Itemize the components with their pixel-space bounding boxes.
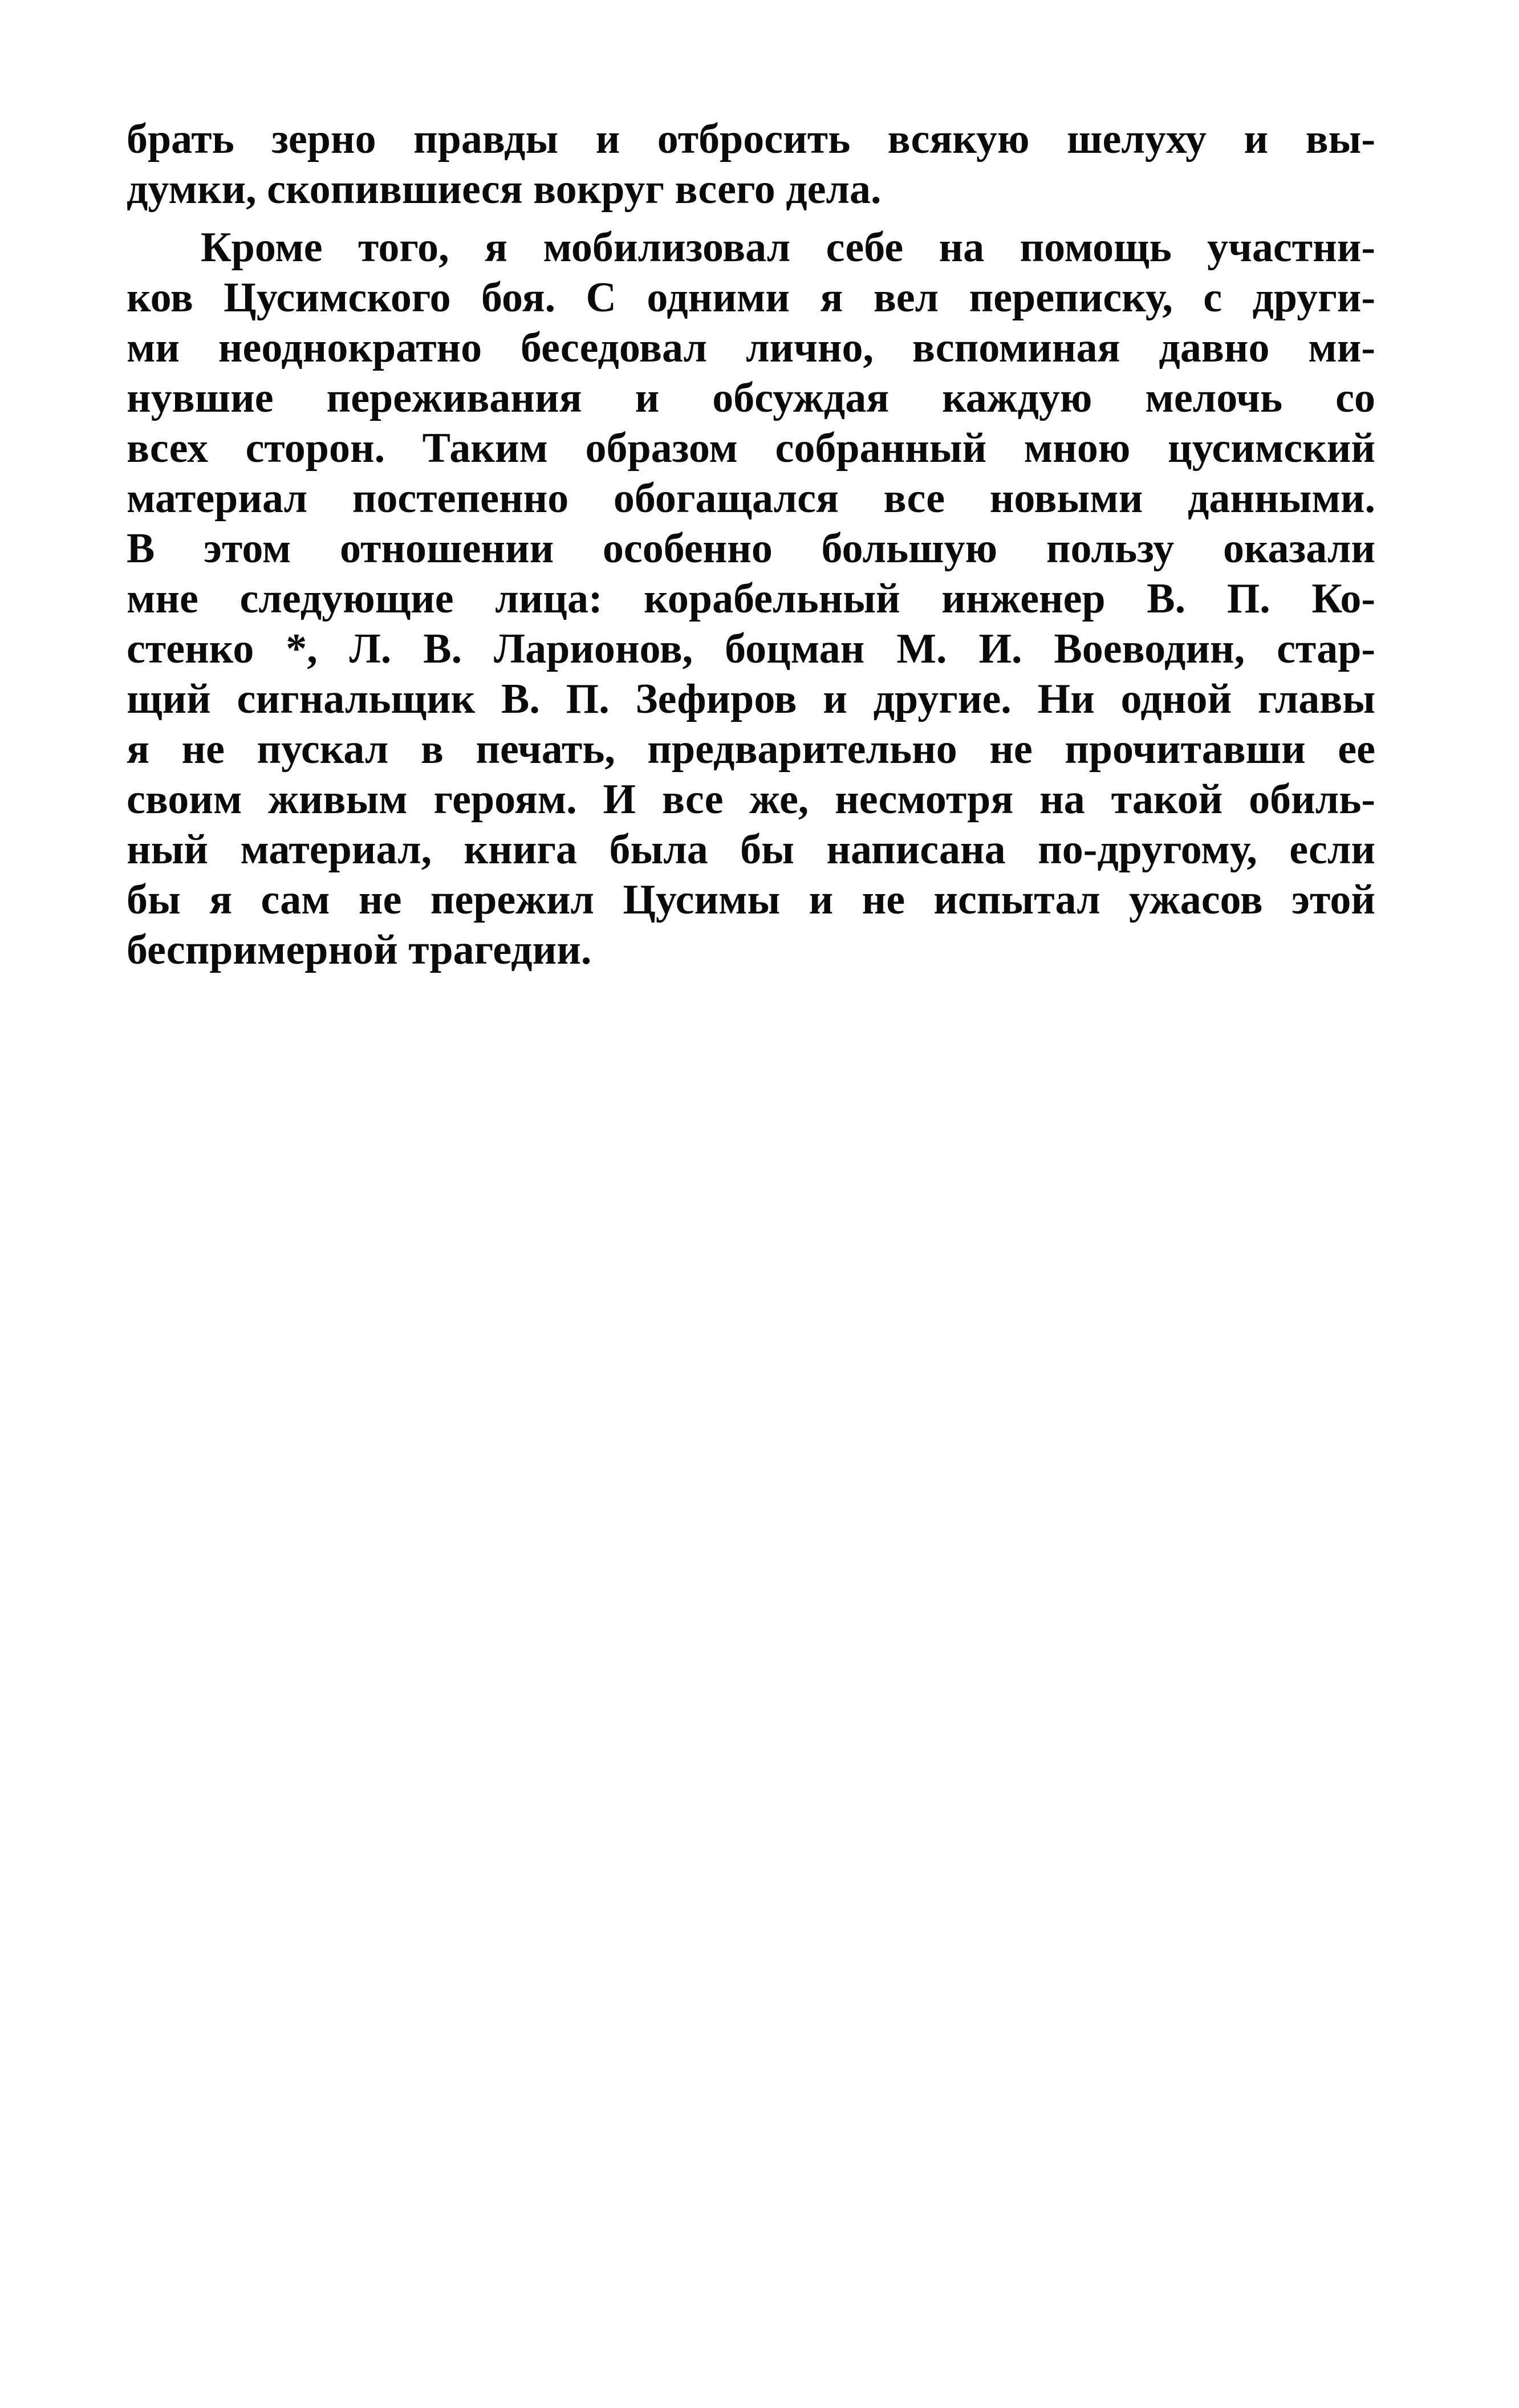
text-line: брать зерно правды и отбросить всякую шелуху и вы-	[127, 116, 1375, 163]
text-line: Кроме того, я мобилизовал себе на помощь участни-	[201, 224, 1375, 271]
text-line: стенко *, Л. В. Ларионов, боцман М. И. Воеводин, стар-	[127, 626, 1375, 672]
text-line: В этом отношении особенно большую пользу оказали	[127, 525, 1375, 572]
text-line: всех сторон. Таким образом собранный мною цусимский	[127, 425, 1375, 472]
text-line: щий сигнальщик В. П. Зефиров и другие. Ни одной главы	[127, 676, 1375, 722]
text-line: бы я сам не пережил Цусимы и не испытал ужасов этой	[127, 876, 1375, 923]
text-line: материал постепенно обогащался все новыми данными.	[127, 475, 1375, 522]
paragraph-2	[127, 222, 1375, 975]
text-line: мне следующие лица: корабельный инженер В. П. Ко-	[127, 575, 1375, 622]
text-line: нувшие переживания и обсуждая каждую мелочь со	[127, 375, 1375, 421]
text-line: ный материал, книга была бы написана по-другому, если	[127, 826, 1375, 873]
text-line: я не пускал в печать, предварительно не прочитавши ее	[127, 726, 1375, 773]
paragraph-1	[127, 114, 1375, 214]
text-line: думки, скопившиеся вокруг всего дела.	[127, 166, 882, 213]
text-line: ков Цусимского боя. С одними я вел переписку, с други-	[127, 274, 1375, 321]
text-line: ми неоднократно беседовал лично, вспоминая давно ми-	[127, 324, 1375, 371]
text-line: беспримерной трагедии.	[127, 927, 592, 973]
text-line: своим живым героям. И все же, несмотря на такой обиль-	[127, 776, 1375, 823]
body-text	[127, 114, 1375, 975]
